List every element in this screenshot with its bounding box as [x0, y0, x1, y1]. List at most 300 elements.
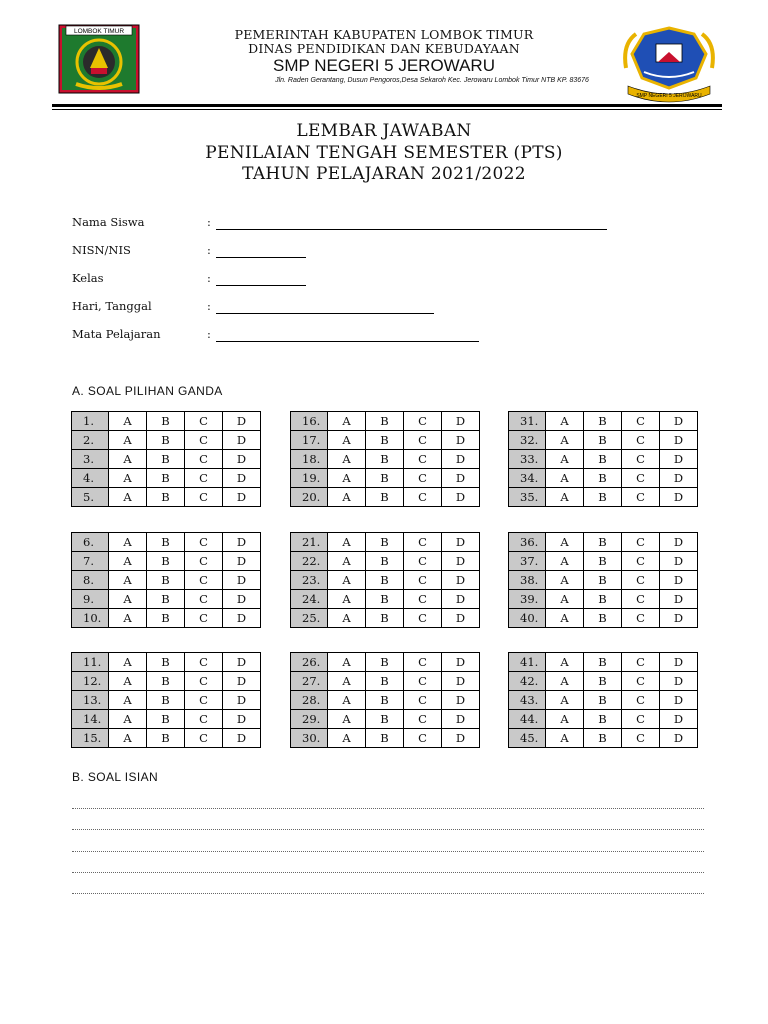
answer-option-d[interactable]: D: [442, 729, 480, 748]
question-number: 15.: [72, 729, 109, 748]
answer-option-c[interactable]: C: [622, 710, 660, 729]
right-logo-text: SMP NEGERI 5 JEROWARU: [636, 93, 702, 99]
answer-row: [72, 488, 261, 507]
answer-option-b[interactable]: B: [147, 653, 185, 672]
answer-option-d[interactable]: D: [442, 653, 480, 672]
answer-option-d[interactable]: D: [223, 469, 261, 488]
answer-option-a[interactable]: A: [328, 710, 366, 729]
answer-option-c[interactable]: C: [185, 672, 223, 691]
answer-option-d[interactable]: D: [442, 431, 480, 450]
answer-option-d[interactable]: D: [660, 533, 698, 552]
letterhead-rule: [52, 104, 722, 107]
answer-option-c[interactable]: C: [622, 412, 660, 431]
answer-option-c[interactable]: C: [185, 552, 223, 571]
answer-option-c[interactable]: C: [404, 590, 442, 609]
answer-row: [72, 729, 261, 748]
answer-option-a[interactable]: A: [546, 533, 584, 552]
question-number: 25.: [291, 609, 328, 628]
question-number: 30.: [291, 729, 328, 748]
answer-option-b[interactable]: B: [584, 469, 622, 488]
answer-option-c[interactable]: C: [622, 672, 660, 691]
answer-option-b[interactable]: B: [584, 412, 622, 431]
answer-option-c[interactable]: C: [622, 431, 660, 450]
question-number: 13.: [72, 691, 109, 710]
answer-row: [291, 412, 480, 431]
page-subtitle: PENILAIAN TENGAH SEMESTER (PTS): [205, 143, 563, 163]
field-label-nisn: NISN/NIS: [72, 243, 131, 257]
answer-option-d[interactable]: D: [223, 571, 261, 590]
answer-row: [509, 469, 698, 488]
answer-table: [290, 652, 480, 748]
answer-option-a[interactable]: A: [109, 571, 147, 590]
answer-option-d[interactable]: D: [442, 469, 480, 488]
question-number: 10.: [72, 609, 109, 628]
answer-option-d[interactable]: D: [660, 691, 698, 710]
answer-option-b[interactable]: B: [584, 609, 622, 628]
question-number: 23.: [291, 571, 328, 590]
answer-option-c[interactable]: C: [185, 609, 223, 628]
answer-option-d[interactable]: D: [223, 609, 261, 628]
answer-option-a[interactable]: A: [109, 431, 147, 450]
answer-option-c[interactable]: C: [622, 533, 660, 552]
answer-row: [509, 729, 698, 748]
answer-option-c[interactable]: C: [622, 609, 660, 628]
answer-option-d[interactable]: D: [442, 488, 480, 507]
answer-option-c[interactable]: C: [185, 488, 223, 507]
answer-option-a[interactable]: A: [328, 450, 366, 469]
essay-answer-line[interactable]: [72, 829, 704, 830]
answer-option-a[interactable]: A: [109, 672, 147, 691]
answer-option-b[interactable]: B: [584, 710, 622, 729]
answer-option-c[interactable]: C: [404, 571, 442, 590]
answer-option-b[interactable]: B: [147, 710, 185, 729]
question-number: 16.: [291, 412, 328, 431]
answer-option-d[interactable]: D: [223, 488, 261, 507]
answer-option-a[interactable]: A: [109, 729, 147, 748]
answer-row: [291, 710, 480, 729]
answer-option-a[interactable]: A: [328, 590, 366, 609]
answer-option-c[interactable]: C: [404, 710, 442, 729]
answer-option-b[interactable]: B: [147, 571, 185, 590]
answer-row: [291, 571, 480, 590]
question-number: 43.: [509, 691, 546, 710]
answer-option-d[interactable]: D: [223, 710, 261, 729]
question-number: 14.: [72, 710, 109, 729]
answer-option-d[interactable]: D: [660, 710, 698, 729]
name-field[interactable]: [216, 229, 607, 230]
answer-option-a[interactable]: A: [109, 488, 147, 507]
question-number: 2.: [72, 431, 109, 450]
answer-option-a[interactable]: A: [546, 488, 584, 507]
answer-row: [509, 552, 698, 571]
school-address: Jln. Raden Gerantang, Dusun Pengoros,Desa Sekaroh Kec. Jerowaru Lombok Timur NTB KP. 83676: [275, 77, 589, 84]
question-number: 6.: [72, 533, 109, 552]
question-number: 38.: [509, 571, 546, 590]
answer-option-b[interactable]: B: [584, 672, 622, 691]
answer-option-d[interactable]: D: [223, 431, 261, 450]
answer-row: [72, 431, 261, 450]
question-number: 32.: [509, 431, 546, 450]
answer-table: [508, 411, 698, 507]
answer-option-d[interactable]: D: [223, 533, 261, 552]
letterhead: [0, 0, 768, 110]
answer-option-a[interactable]: A: [328, 469, 366, 488]
answer-table: [290, 532, 480, 628]
question-number: 20.: [291, 488, 328, 507]
question-number: 24.: [291, 590, 328, 609]
answer-table: [508, 532, 698, 628]
answer-option-b[interactable]: B: [584, 590, 622, 609]
answer-option-c[interactable]: C: [185, 691, 223, 710]
answer-option-a[interactable]: A: [328, 729, 366, 748]
answer-option-a[interactable]: A: [109, 552, 147, 571]
question-number: 11.: [72, 653, 109, 672]
answer-option-b[interactable]: B: [147, 533, 185, 552]
answer-option-d[interactable]: D: [660, 552, 698, 571]
answer-option-c[interactable]: C: [185, 653, 223, 672]
answer-option-c[interactable]: C: [404, 488, 442, 507]
answer-option-c[interactable]: C: [404, 533, 442, 552]
answer-option-c[interactable]: C: [185, 729, 223, 748]
answer-option-d[interactable]: D: [442, 609, 480, 628]
answer-option-d[interactable]: D: [442, 710, 480, 729]
department-name: DINAS PENDIDIKAN DAN KEBUDAYAAN: [248, 41, 520, 56]
answer-option-a[interactable]: A: [328, 672, 366, 691]
answer-option-a[interactable]: A: [109, 710, 147, 729]
nisn-field[interactable]: [216, 257, 306, 258]
answer-option-c[interactable]: C: [185, 412, 223, 431]
answer-option-a[interactable]: A: [546, 450, 584, 469]
answer-option-d[interactable]: D: [442, 691, 480, 710]
answer-row: [291, 469, 480, 488]
answer-row: [291, 590, 480, 609]
answer-option-a[interactable]: A: [546, 571, 584, 590]
question-number: 4.: [72, 469, 109, 488]
answer-option-b[interactable]: B: [584, 533, 622, 552]
field-colon: :: [207, 215, 211, 229]
answer-option-b[interactable]: B: [584, 431, 622, 450]
question-number: 36.: [509, 533, 546, 552]
answer-option-d[interactable]: D: [660, 412, 698, 431]
answer-row: [509, 710, 698, 729]
answer-option-d[interactable]: D: [442, 552, 480, 571]
answer-option-c[interactable]: C: [185, 431, 223, 450]
question-number: 18.: [291, 450, 328, 469]
answer-option-a[interactable]: A: [546, 653, 584, 672]
answer-option-c[interactable]: C: [404, 469, 442, 488]
essay-answer-line[interactable]: [72, 851, 704, 852]
answer-option-c[interactable]: C: [404, 431, 442, 450]
answer-row: [291, 729, 480, 748]
answer-row: [72, 571, 261, 590]
question-number: 12.: [72, 672, 109, 691]
answer-option-b[interactable]: B: [366, 710, 404, 729]
section-essay-heading: B. SOAL ISIAN: [72, 770, 159, 784]
answer-option-b[interactable]: B: [584, 653, 622, 672]
answer-option-a[interactable]: A: [328, 412, 366, 431]
answer-option-b[interactable]: B: [147, 552, 185, 571]
answer-option-c[interactable]: C: [185, 590, 223, 609]
answer-row: [72, 672, 261, 691]
answer-option-d[interactable]: D: [442, 571, 480, 590]
answer-table: [71, 411, 261, 507]
question-number: 41.: [509, 653, 546, 672]
answer-option-b[interactable]: B: [147, 729, 185, 748]
answer-option-c[interactable]: C: [622, 552, 660, 571]
answer-option-a[interactable]: A: [109, 590, 147, 609]
answer-option-c[interactable]: C: [622, 488, 660, 507]
answer-row: [291, 533, 480, 552]
answer-option-a[interactable]: A: [328, 431, 366, 450]
answer-row: [509, 571, 698, 590]
answer-option-b[interactable]: B: [366, 412, 404, 431]
field-label-date: Hari, Tanggal: [72, 299, 152, 313]
answer-option-c[interactable]: C: [404, 450, 442, 469]
page-title: LEMBAR JAWABAN: [296, 121, 472, 141]
answer-option-b[interactable]: B: [366, 609, 404, 628]
answer-row: [509, 590, 698, 609]
field-colon: :: [207, 299, 211, 313]
answer-option-b[interactable]: B: [584, 488, 622, 507]
answer-option-b[interactable]: B: [366, 450, 404, 469]
question-number: 42.: [509, 672, 546, 691]
answer-row: [72, 412, 261, 431]
answer-option-a[interactable]: A: [109, 450, 147, 469]
answer-option-b[interactable]: B: [147, 450, 185, 469]
answer-option-c[interactable]: C: [622, 729, 660, 748]
answer-option-b[interactable]: B: [366, 431, 404, 450]
answer-option-c[interactable]: C: [185, 710, 223, 729]
answer-option-a[interactable]: A: [328, 691, 366, 710]
answer-option-c[interactable]: C: [404, 653, 442, 672]
answer-option-d[interactable]: D: [660, 450, 698, 469]
answer-option-d[interactable]: D: [223, 412, 261, 431]
answer-option-b[interactable]: B: [147, 672, 185, 691]
answer-option-c[interactable]: C: [622, 590, 660, 609]
answer-option-d[interactable]: D: [223, 552, 261, 571]
answer-option-c[interactable]: C: [622, 691, 660, 710]
question-number: 21.: [291, 533, 328, 552]
answer-row: [291, 450, 480, 469]
answer-option-a[interactable]: A: [546, 609, 584, 628]
answer-row: [509, 691, 698, 710]
answer-row: [72, 450, 261, 469]
answer-option-b[interactable]: B: [366, 672, 404, 691]
answer-option-c[interactable]: C: [622, 469, 660, 488]
answer-option-d[interactable]: D: [442, 672, 480, 691]
answer-option-a[interactable]: A: [328, 653, 366, 672]
answer-option-a[interactable]: A: [546, 552, 584, 571]
question-number: 1.: [72, 412, 109, 431]
answer-option-d[interactable]: D: [660, 590, 698, 609]
answer-option-b[interactable]: B: [366, 590, 404, 609]
answer-option-c[interactable]: C: [185, 533, 223, 552]
answer-row: [509, 431, 698, 450]
answer-option-a[interactable]: A: [328, 571, 366, 590]
answer-row: [291, 488, 480, 507]
answer-option-d[interactable]: D: [660, 729, 698, 748]
answer-option-b[interactable]: B: [584, 450, 622, 469]
answer-option-a[interactable]: A: [109, 691, 147, 710]
section-multiple-choice-heading: A. SOAL PILIHAN GANDA: [72, 384, 223, 398]
question-number: 19.: [291, 469, 328, 488]
answer-option-a[interactable]: A: [546, 710, 584, 729]
answer-option-d[interactable]: D: [223, 590, 261, 609]
answer-option-d[interactable]: D: [442, 590, 480, 609]
answer-option-b[interactable]: B: [366, 571, 404, 590]
answer-option-b[interactable]: B: [147, 609, 185, 628]
question-number: 31.: [509, 412, 546, 431]
answer-option-a[interactable]: A: [328, 609, 366, 628]
answer-option-a[interactable]: A: [109, 469, 147, 488]
question-number: 45.: [509, 729, 546, 748]
field-label-class: Kelas: [72, 271, 104, 285]
answer-option-c[interactable]: C: [404, 609, 442, 628]
answer-row: [291, 653, 480, 672]
answer-option-b[interactable]: B: [366, 488, 404, 507]
answer-row: [509, 450, 698, 469]
answer-option-a[interactable]: A: [546, 431, 584, 450]
answer-option-b[interactable]: B: [147, 488, 185, 507]
answer-option-c[interactable]: C: [404, 691, 442, 710]
subject-field[interactable]: [216, 341, 479, 342]
answer-option-d[interactable]: D: [442, 412, 480, 431]
question-number: 8.: [72, 571, 109, 590]
answer-row: [72, 469, 261, 488]
date-field[interactable]: [216, 313, 434, 314]
answer-option-c[interactable]: C: [622, 571, 660, 590]
answer-option-c[interactable]: C: [404, 729, 442, 748]
answer-option-a[interactable]: A: [546, 672, 584, 691]
letterhead-rule-thin: [52, 109, 722, 110]
answer-option-d[interactable]: D: [442, 533, 480, 552]
answer-option-b[interactable]: B: [366, 533, 404, 552]
question-number: 39.: [509, 590, 546, 609]
question-number: 5.: [72, 488, 109, 507]
answer-row: [72, 590, 261, 609]
answer-option-b[interactable]: B: [366, 653, 404, 672]
question-number: 29.: [291, 710, 328, 729]
essay-answer-line[interactable]: [72, 872, 704, 873]
answer-option-a[interactable]: A: [109, 533, 147, 552]
answer-row: [72, 609, 261, 628]
government-name: PEMERINTAH KABUPATEN LOMBOK TIMUR: [234, 27, 534, 42]
answer-option-a[interactable]: A: [328, 552, 366, 571]
question-number: 44.: [509, 710, 546, 729]
field-label-subject: Mata Pelajaran: [72, 327, 161, 341]
question-number: 33.: [509, 450, 546, 469]
question-number: 27.: [291, 672, 328, 691]
answer-option-d[interactable]: D: [660, 469, 698, 488]
answer-option-a[interactable]: A: [546, 469, 584, 488]
field-colon: :: [207, 327, 211, 341]
answer-option-d[interactable]: D: [442, 450, 480, 469]
answer-option-c[interactable]: C: [622, 450, 660, 469]
answer-option-b[interactable]: B: [147, 469, 185, 488]
answer-option-c[interactable]: C: [185, 469, 223, 488]
answer-option-d[interactable]: D: [660, 488, 698, 507]
answer-option-b[interactable]: B: [147, 412, 185, 431]
answer-option-d[interactable]: D: [223, 729, 261, 748]
answer-option-a[interactable]: A: [109, 653, 147, 672]
answer-option-a[interactable]: A: [546, 590, 584, 609]
answer-row: [72, 710, 261, 729]
answer-table: [508, 652, 698, 748]
answer-option-d[interactable]: D: [223, 450, 261, 469]
answer-option-a[interactable]: A: [546, 412, 584, 431]
answer-option-a[interactable]: A: [328, 533, 366, 552]
answer-option-b[interactable]: B: [147, 590, 185, 609]
answer-option-c[interactable]: C: [404, 672, 442, 691]
essay-answer-line[interactable]: [72, 808, 704, 809]
field-label-name: Nama Siswa: [72, 215, 145, 229]
answer-option-a[interactable]: A: [109, 609, 147, 628]
answer-option-b[interactable]: B: [584, 729, 622, 748]
answer-option-d[interactable]: D: [223, 691, 261, 710]
answer-option-b[interactable]: B: [584, 691, 622, 710]
answer-option-a[interactable]: A: [328, 488, 366, 507]
answer-option-d[interactable]: D: [660, 431, 698, 450]
question-number: 22.: [291, 552, 328, 571]
answer-row: [509, 412, 698, 431]
answer-row: [72, 533, 261, 552]
answer-option-b[interactable]: B: [147, 691, 185, 710]
answer-option-d[interactable]: D: [223, 653, 261, 672]
answer-row: [72, 653, 261, 672]
answer-option-b[interactable]: B: [366, 691, 404, 710]
answer-table: [71, 652, 261, 748]
answer-row: [72, 691, 261, 710]
answer-option-c[interactable]: C: [622, 653, 660, 672]
answer-option-a[interactable]: A: [546, 729, 584, 748]
question-number: 40.: [509, 609, 546, 628]
question-number: 17.: [291, 431, 328, 450]
answer-option-a[interactable]: A: [546, 691, 584, 710]
answer-option-c[interactable]: C: [404, 552, 442, 571]
answer-option-b[interactable]: B: [366, 469, 404, 488]
answer-option-d[interactable]: D: [660, 571, 698, 590]
answer-row: [291, 609, 480, 628]
answer-option-d[interactable]: D: [223, 672, 261, 691]
answer-row: [509, 653, 698, 672]
field-colon: :: [207, 243, 211, 257]
question-number: 9.: [72, 590, 109, 609]
question-number: 28.: [291, 691, 328, 710]
class-field[interactable]: [216, 285, 306, 286]
left-logo-text: LOMBOK TIMUR: [73, 28, 125, 35]
answer-option-a[interactable]: A: [109, 412, 147, 431]
answer-row: [291, 691, 480, 710]
essay-answer-line[interactable]: [72, 893, 704, 894]
answer-row: [509, 672, 698, 691]
answer-option-c[interactable]: C: [185, 450, 223, 469]
answer-option-d[interactable]: D: [660, 653, 698, 672]
answer-option-b[interactable]: B: [147, 431, 185, 450]
answer-option-d[interactable]: D: [660, 609, 698, 628]
answer-option-d[interactable]: D: [660, 672, 698, 691]
academic-year: TAHUN PELAJARAN 2021/2022: [242, 164, 526, 184]
answer-option-c[interactable]: C: [185, 571, 223, 590]
school-emblem-icon: [620, 24, 718, 104]
answer-option-b[interactable]: B: [366, 729, 404, 748]
answer-option-b[interactable]: B: [366, 552, 404, 571]
answer-option-c[interactable]: C: [404, 412, 442, 431]
answer-table: [71, 532, 261, 628]
answer-option-b[interactable]: B: [584, 552, 622, 571]
question-number: 37.: [509, 552, 546, 571]
answer-option-b[interactable]: B: [584, 571, 622, 590]
answer-table: [290, 411, 480, 507]
